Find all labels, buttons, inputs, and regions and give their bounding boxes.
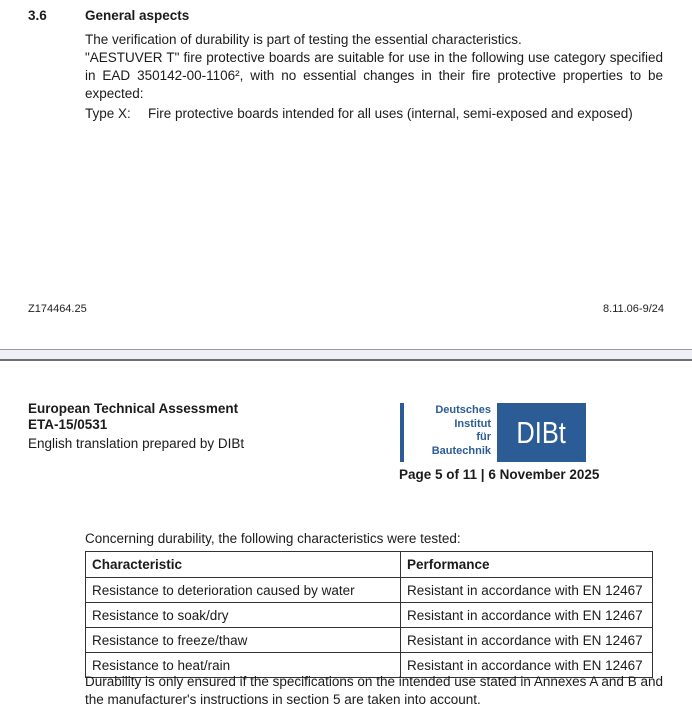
dibt-acronym: DIBt	[516, 415, 567, 450]
table-row	[86, 628, 653, 653]
dibt-institute-line: Institut	[454, 417, 491, 430]
durability-note: Durability is only ensured if the specifications on the intended use stated in Annexes A and B and the manufacturer's instructions in section 5 are taken into account.	[85, 674, 663, 707]
characteristic-cell: Resistance to deterioration caused by water	[86, 578, 401, 603]
dibt-logo-bar	[400, 403, 404, 462]
paragraph-durability-verification: The verification of durability is part of testing the essential characteristics.	[85, 32, 522, 47]
eta-number: ETA-15/0531	[28, 417, 108, 432]
performance-cell: Resistant in accordance with EN 12467	[401, 603, 653, 628]
table-intro-text: Concerning durability, the following characteristics were tested:	[85, 531, 461, 546]
section-number: 3.6	[28, 8, 47, 23]
type-x-label: Type X:	[85, 106, 131, 121]
column-header-performance: Performance	[401, 552, 653, 578]
type-x-description: Fire protective boards intended for all uses (internal, semi-exposed and exposed)	[148, 106, 633, 121]
paragraph-use-category: "AESTUVER T" fire protective boards are suitable for use in the following use category specified in EAD 350142-00-1106², with no essential changes in their fire protective properties to be expected:	[85, 50, 663, 101]
eta-header	[28, 401, 244, 452]
dibt-logo-box	[497, 403, 586, 462]
performance-cell: Resistant in accordance with EN 12467	[401, 653, 653, 678]
section-heading	[28, 8, 663, 24]
dibt-logo	[400, 403, 586, 462]
type-x-line	[85, 105, 663, 123]
table-header-row	[86, 552, 653, 578]
footer-form-code: 8.11.06-9/24	[603, 303, 664, 315]
eta-title-line1: European Technical Assessment	[28, 401, 239, 416]
characteristic-cell: Resistance to soak/dry	[86, 603, 401, 628]
column-header-characteristic: Characteristic	[86, 552, 401, 578]
dibt-institute-line: für	[476, 431, 491, 443]
page-separator	[0, 349, 692, 361]
section-3-6	[28, 8, 663, 123]
section-body	[85, 31, 663, 123]
durability-table	[85, 551, 653, 678]
table-row	[86, 578, 653, 603]
characteristic-cell: Resistance to heat/rain	[86, 653, 401, 678]
dibt-institute-line: Bautechnik	[431, 444, 491, 457]
performance-cell: Resistant in accordance with EN 12467	[401, 628, 653, 653]
dibt-institute-line: Deutsches	[435, 404, 491, 416]
characteristic-cell: Resistance to freeze/thaw	[86, 628, 401, 653]
dibt-institute-name	[409, 404, 491, 462]
section-title: General aspects	[85, 8, 190, 23]
page-number-date: Page 5 of 11 | 6 November 2025	[399, 467, 600, 482]
footer-document-number: Z174464.25	[28, 303, 87, 315]
table-row	[86, 603, 653, 628]
performance-cell: Resistant in accordance with EN 12467	[401, 578, 653, 603]
eta-translation-note: English translation prepared by DIBt	[28, 436, 245, 451]
page-footer	[28, 303, 664, 315]
